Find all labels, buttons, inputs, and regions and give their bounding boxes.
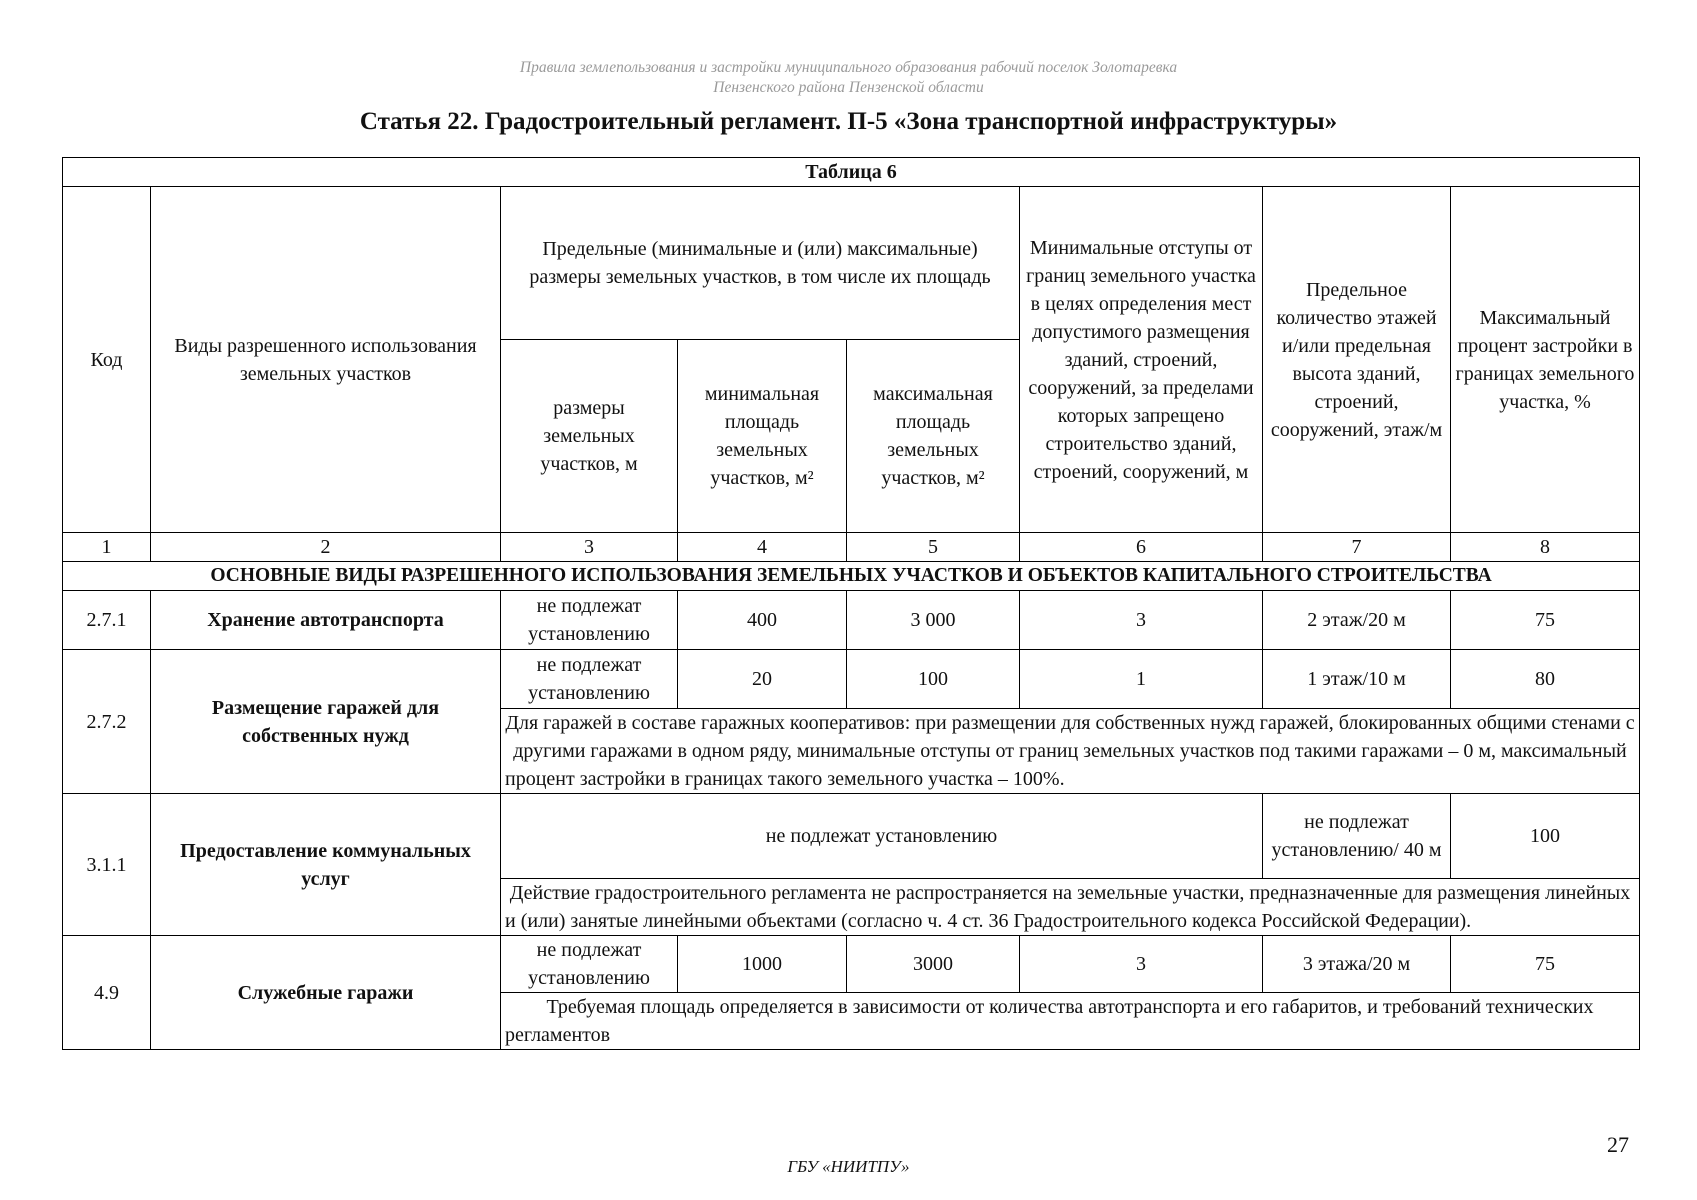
section-heading: ОСНОВНЫЕ ВИДЫ РАЗРЕШЕННОГО ИСПОЛЬЗОВАНИЯ ЗЕМЕЛЬНЫХ УЧАСТКОВ И ОБЪЕКТОВ КАПИТАЛЬНОГО СТРОИТЕЛЬСТВА xyxy=(63,562,1640,591)
row-code: 2.7.1 xyxy=(63,591,151,650)
column-number: 8 xyxy=(1451,533,1640,562)
row-min-area: 1000 xyxy=(678,936,847,993)
row-coverage: 80 xyxy=(1451,650,1640,709)
row-plot-sizes: не подлежат установлению xyxy=(501,936,678,993)
row-use-name: Служебные гаражи xyxy=(151,936,501,1050)
header-use-types: Виды разрешенного использования земельных участков xyxy=(151,187,501,533)
row-max-area: 3000 xyxy=(847,936,1020,993)
column-number: 4 xyxy=(678,533,847,562)
column-number: 6 xyxy=(1020,533,1263,562)
table-row xyxy=(63,650,1640,709)
row-code: 4.9 xyxy=(63,936,151,1050)
header-max-area: максимальная площадь земельных участков, м² xyxy=(847,340,1020,533)
column-number: 1 xyxy=(63,533,151,562)
row-use-name: Предоставление коммунальных услуг xyxy=(151,794,501,936)
row-min-area: 400 xyxy=(678,591,847,650)
row-merged-value: не подлежат установлению xyxy=(501,794,1263,879)
page-footer: ГБУ «НИИТПУ» xyxy=(787,1157,910,1176)
row-floors: 2 этаж/20 м xyxy=(1263,591,1451,650)
regulations-table xyxy=(62,157,1640,1050)
column-numbers-row xyxy=(63,533,1640,562)
row-use-name: Размещение гаражей для собственных нужд xyxy=(151,650,501,794)
header-code: Код xyxy=(63,187,151,533)
row-coverage: 100 xyxy=(1451,794,1640,879)
header-setbacks: Минимальные отступы от границ земельного участка в целях определения мест допустимого размещения зданий, строений, сооружений, за пределами которых запрещено строительство зданий, строений, сооружений, м xyxy=(1020,187,1263,533)
row-plot-sizes: не подлежат установлению xyxy=(501,650,678,709)
header-line-1: Правила землепользования и застройки муниципального образования рабочий поселок Золотаревка xyxy=(519,59,1178,76)
header-coverage: Максимальный процент застройки в границах земельного участка, % xyxy=(1451,187,1640,533)
row-note: Требуемая площадь определяется в зависимости от количества автотранспорта и его габаритов, и требований технических регламентов xyxy=(501,993,1640,1050)
table-row xyxy=(63,936,1640,993)
row-note: Для гаражей в составе гаражных кооперативов: при размещении для собственных нужд гаражей, блокированных общими стенами с другими гаражами в одном ряду, минимальные отступы от границ земельных участков под такими гаражами – 0 м, максимальный процент застройки в границах такого земельного участка – 100%. xyxy=(501,709,1640,794)
column-number: 7 xyxy=(1263,533,1451,562)
table-label: Таблица 6 xyxy=(63,158,1640,187)
row-max-area: 3 000 xyxy=(847,591,1020,650)
page-number: 27 xyxy=(1607,1132,1629,1157)
row-setback: 3 xyxy=(1020,936,1263,993)
header-plot-sizes: размеры земельных участков, м xyxy=(501,340,678,533)
row-coverage: 75 xyxy=(1451,936,1640,993)
column-number: 2 xyxy=(151,533,501,562)
column-number: 3 xyxy=(501,533,678,562)
header-plot-limits: Предельные (минимальные и (или) максимальные) размеры земельных участков, в том числе их площадь xyxy=(501,187,1020,340)
row-floors: 3 этажа/20 м xyxy=(1263,936,1451,993)
row-use-name: Хранение автотранспорта xyxy=(151,591,501,650)
row-max-area: 100 xyxy=(847,650,1020,709)
row-setback: 1 xyxy=(1020,650,1263,709)
header-floors: Предельное количество этажей и/или предельная высота зданий, строений, сооружений, этаж/м xyxy=(1263,187,1451,533)
row-code: 2.7.2 xyxy=(63,650,151,794)
row-plot-sizes: не подлежат установлению xyxy=(501,591,678,650)
column-number: 5 xyxy=(847,533,1020,562)
row-code: 3.1.1 xyxy=(63,794,151,936)
row-floors: не подлежат установлению/ 40 м xyxy=(1263,794,1451,879)
header-line-2: Пензенского района Пензенской области xyxy=(713,79,984,96)
row-floors: 1 этаж/10 м xyxy=(1263,650,1451,709)
row-min-area: 20 xyxy=(678,650,847,709)
row-setback: 3 xyxy=(1020,591,1263,650)
table-row xyxy=(63,794,1640,879)
document-running-header xyxy=(0,58,1697,98)
page-title: Статья 22. Градостроительный регламент. П-5 «Зона транспортной инфраструктуры» xyxy=(359,108,1338,135)
header-min-area: минимальная площадь земельных участков, м² xyxy=(678,340,847,533)
table-row xyxy=(63,591,1640,650)
row-coverage: 75 xyxy=(1451,591,1640,650)
row-note: Действие градостроительного регламента не распространяется на земельные участки, предназначенные для размещения линейных и (или) занятые линейными объектами (согласно ч. 4 ст. 36 Градостроительного кодекса Российской Федерации). xyxy=(501,879,1640,936)
